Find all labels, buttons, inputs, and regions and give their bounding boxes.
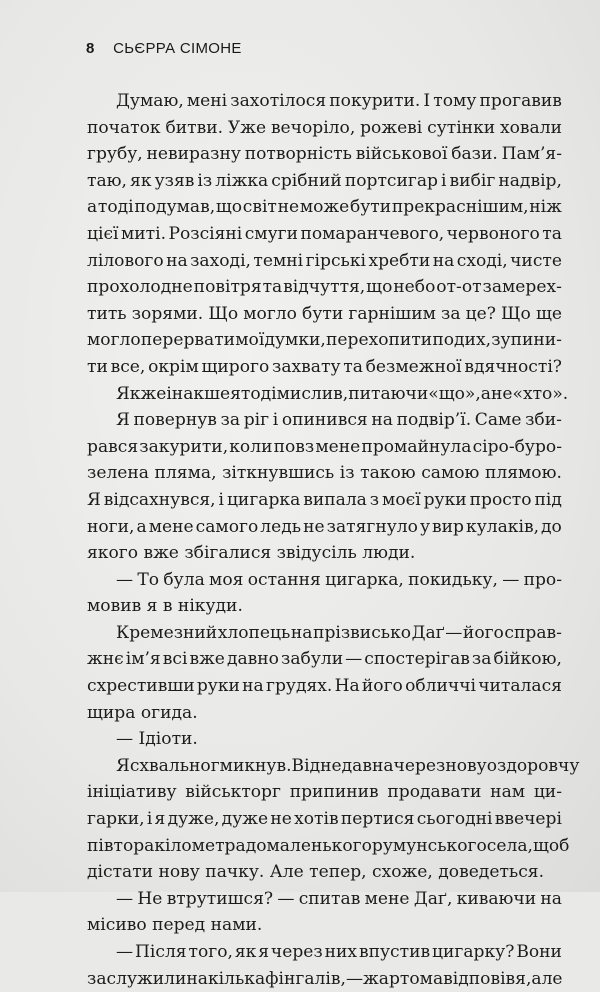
page-number: 8: [86, 40, 95, 57]
text-line: а тоді подумав, що світ не може бути прекраснішим, ніж: [87, 197, 562, 218]
text-line: півтора кілометра до маленького румунського села, щоб: [87, 835, 570, 856]
text-line: — Ідіоти.: [116, 729, 198, 750]
text-line: рався закурити, коли повз мене промайнула сіро-буро-: [87, 436, 562, 457]
text-line: зелена пляма, зіткнувшись із такою самою плямою.: [87, 463, 562, 484]
text-line: прохолодне повітря та відчуття, що небо от-от замерех-: [87, 277, 562, 298]
author-name: СЬЄРРА СІМОНЕ: [113, 40, 242, 57]
text-line: Як же інакше я тоді мислив, питаючи «що», а не «хто».: [116, 383, 569, 404]
text-line: гарки, і я дуже, дуже не хотів пертися сьогодні ввечері: [87, 809, 562, 830]
text-line: заслужили на кілька фінгалів, — жартома відповів я, але: [87, 968, 563, 989]
text-line: — Після того, як я через них впустив цигарку? Вони: [116, 942, 562, 962]
body-text: [87, 88, 580, 992]
text-line: Я відсахнувся, і цигарка випала з моєї руки просто під: [87, 489, 562, 510]
text-line: Кремезний хлопець на прізвисько Даґ — його справ-: [116, 622, 562, 643]
text-line: місиво перед нами.: [87, 915, 263, 936]
text-line: Я схвально гмикнув. Віднедавна через нову оздоровчу: [116, 755, 580, 776]
text-line: ноги, а мене самого ледь не затягнуло у вир кулаків, до: [87, 516, 562, 537]
text-line: початок битви. Уже вечоріло, рожеві сутінки ховали: [87, 117, 562, 138]
text-line: Думаю, мені захотілося покурити. І тому прогавив: [116, 91, 562, 111]
text-line: Я повернув за ріг і опинився на подвір’ї. Саме зби-: [116, 410, 562, 431]
text-line: тить зорями. Що могло бути гарнішим за це? Що ще: [87, 303, 562, 324]
text-line: дістати нову пачку. Але тепер, схоже, доведеться.: [87, 862, 544, 883]
text-line: якого вже збігалися звідусіль люди.: [87, 543, 416, 564]
text-line: могло перервати мої думки, перехопити подих, зупини-: [87, 330, 562, 351]
text-line: цієї миті. Розсіяні смуги помаранчевого, червоного та: [87, 223, 562, 244]
text-line: ініціативу військторг припинив продавати нам ци-: [87, 782, 562, 803]
text-line: схрестивши руки на грудях. На його обличчі читалася: [87, 676, 562, 697]
running-header: [86, 40, 242, 57]
text-line: щира огида.: [87, 702, 198, 723]
text-line: жнє ім’я всі вже давно забули — спостерігав за бійкою,: [87, 649, 562, 670]
text-line: — Не втрутишся? — спитав мене Даґ, киваючи на: [116, 888, 562, 909]
text-line: грубу, невиразну потворність військової бази. Пам’я-: [87, 144, 562, 165]
text-line: мовив я в нікуди.: [87, 596, 243, 617]
text-line: таю, як узяв із ліжка срібний портсигар і вибіг надвір,: [87, 170, 562, 191]
text-line: — То була моя остання цигарка, покидьку, — про-: [116, 569, 562, 590]
text-line: ти все, окрім щирого захвату та безмежної вдячності?: [87, 356, 562, 377]
text-line: лілового на заході, темні гірські хребти на сході, чисте: [87, 250, 562, 271]
